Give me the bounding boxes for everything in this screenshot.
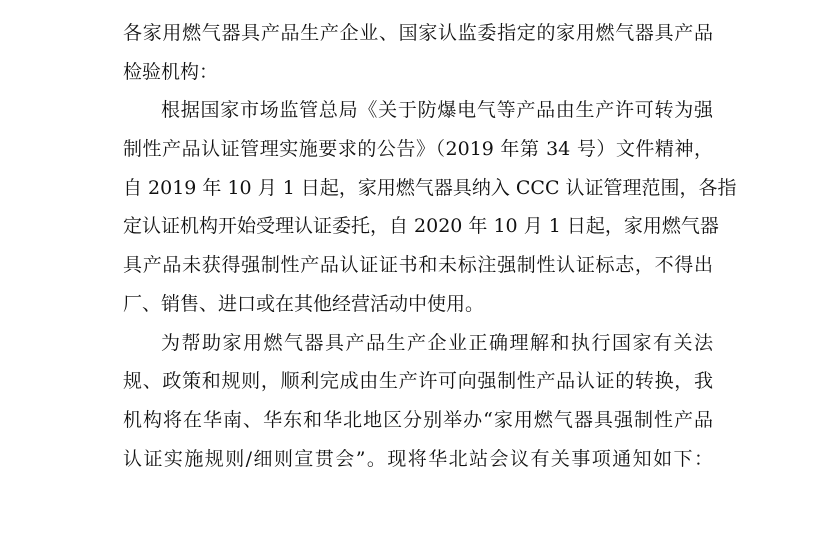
text-line-7: 具产品未获得强制性产品认证证书和未标注强制性认证标志，不得出	[123, 254, 713, 277]
text-line-8: 厂、销售、进口或在其他经营活动中使用。	[123, 292, 485, 315]
text-line-4: 制性产品认证管理实施要求的公告》（2019 年第 34 号）文件精神，	[123, 138, 713, 161]
text-line-2: 检验机构：	[123, 60, 219, 83]
text-line-6: 定认证机构开始受理认证委托，自 2020 年 10 月 1 日起，家用燃气器	[123, 215, 719, 238]
text-line-3: 根据国家市场监管总局《关于防爆电气等产品由生产许可转为强	[161, 99, 713, 122]
text-line-12: 认证实施规则/细则宣贯会”。现将华北站会议有关事项通知如下：	[123, 447, 713, 470]
text-line-11: 机构将在华南、华东和华北地区分别举办“家用燃气器具强制性产品	[123, 408, 713, 431]
text-line-10: 规、政策和规则，顺利完成由生产许可向强制性产品认证的转换，我	[123, 370, 713, 393]
text-line-9: 为帮助家用燃气器具产品生产企业正确理解和执行国家有关法	[161, 331, 713, 354]
text-line-1: 各家用燃气器具产品生产企业、国家认监委指定的家用燃气器具产品	[123, 22, 713, 44]
document-body	[123, 14, 737, 478]
text-line-5: 自 2019 年 10 月 1 日起，家用燃气器具纳入 CCC 认证管理范围，各指	[123, 176, 737, 199]
